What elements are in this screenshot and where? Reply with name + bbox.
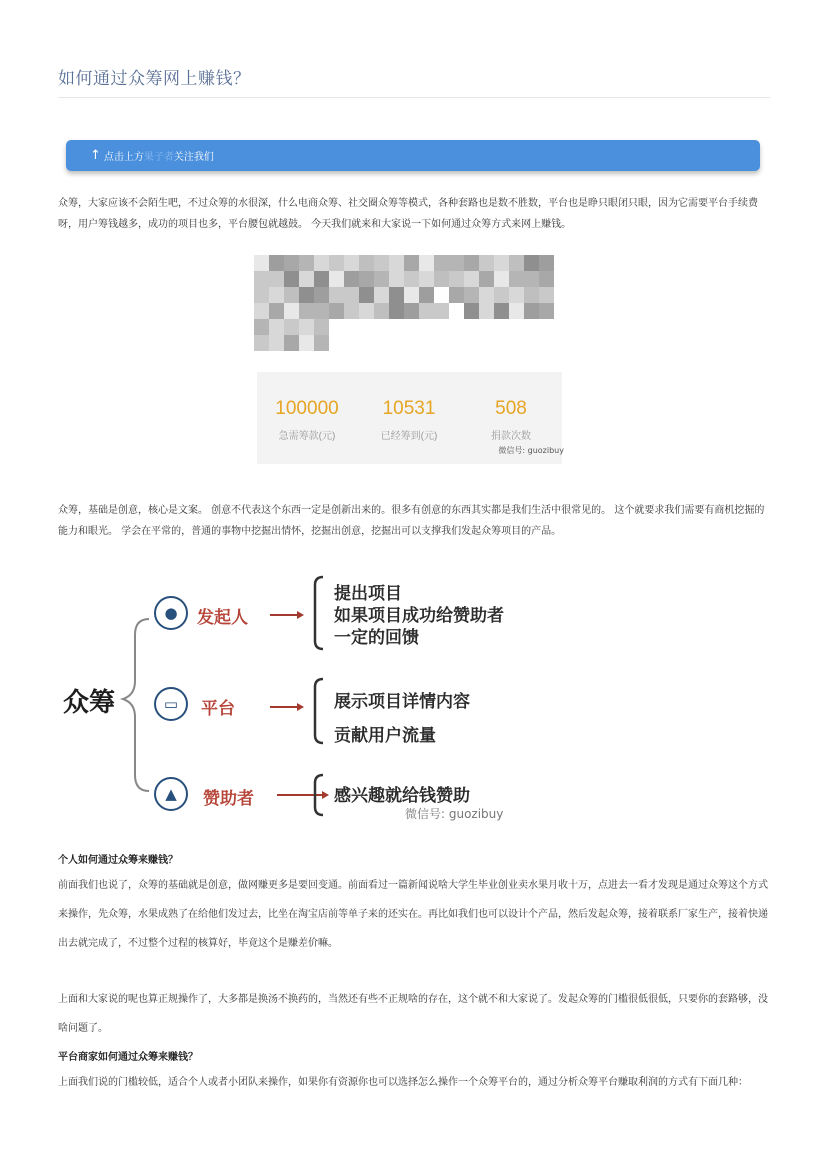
paragraph-rules: 上面和大家说的呢也算正规操作了，大多都是换汤不换药的，当然还有些不正规啥的存在，这个就不和大家说了。发起众筹的门槛很低很低，只要你的套路够，没啥问题了。 (58, 994, 768, 1034)
mosaic-cell (524, 303, 539, 319)
mosaic-cell (479, 271, 494, 287)
platform-desc-line: 贡献用户流量 (334, 726, 436, 746)
mosaic-cell (449, 287, 464, 303)
mosaic-cell (254, 335, 269, 351)
sponsor-desc (334, 785, 470, 807)
mosaic-cell (419, 303, 434, 319)
mosaic-cell (329, 287, 344, 303)
mosaic-cell (269, 271, 284, 287)
mosaic-cell (539, 255, 554, 271)
mosaic-cell (284, 271, 299, 287)
mosaic-cell (524, 255, 539, 271)
stat-raised (359, 398, 459, 442)
initiator-desc-line: 如果项目成功给赞助者 (334, 606, 504, 626)
mosaic-cell (434, 303, 449, 319)
mosaic-cell (314, 319, 329, 335)
paragraph-creativity: 众筹，基础是创意，核心是文案。 创意不代表这个东西一定是创新出来的。很多有创意的东西其实都是我们生活中很常见的。 这个就要求我们需要有商机挖掘的能力和眼光。 学会在平常的，普通的事物中挖掘出情怀，挖掘出创意，挖掘出可以支撑我们发起众筹项目的产品。 (58, 505, 765, 537)
mosaic-cell (344, 255, 359, 271)
mosaic-cell (299, 303, 314, 319)
mosaic-cell (299, 319, 314, 335)
mosaic-cell (254, 303, 269, 319)
mosaic-cell (359, 271, 374, 287)
mosaic-cell (404, 303, 419, 319)
platform-desc-line: 展示项目详情内容 (334, 692, 470, 712)
monitor-icon: ▭ (154, 687, 188, 721)
initiator-desc (334, 583, 504, 649)
mosaic-cell (314, 255, 329, 271)
mosaic-cell (389, 255, 404, 271)
mosaic-cell (494, 255, 509, 271)
diagram-watermark: 微信号: guozibuy (405, 807, 504, 821)
mosaic-cell (389, 303, 404, 319)
mosaic-cell (494, 287, 509, 303)
mosaic-cell (464, 271, 479, 287)
mosaic-cell (524, 271, 539, 287)
mosaic-cell (329, 271, 344, 287)
paragraph-personal: 前面我们也说了，众筹的基础就是创意，做网赚更多是要回变通。前面看过一篇新闻说啥大学生毕业创业卖水果月收十万，点进去一看才发现是通过众筹这个方式来操作，先众筹，水果成熟了在给他们发过去，比坐在淘宝店前等单子来的还实在。再比如我们也可以设计个产品，然后发起众筹，接着联系厂家生产，接着快递出去就完成了，不过整个过程的核算好，毕竟这个是赚差价嘛。 (58, 880, 768, 949)
follow-suffix: 关注我们 (173, 152, 214, 163)
mosaic-cell (509, 287, 524, 303)
mosaic-cell (314, 303, 329, 319)
mosaic-cell (314, 287, 329, 303)
mosaic-cell (449, 271, 464, 287)
fundraising-stats-card (257, 372, 562, 464)
mosaic-cell (344, 303, 359, 319)
mosaic-cell (269, 319, 284, 335)
mosaic-cell (389, 287, 404, 303)
mosaic-cell (434, 271, 449, 287)
mosaic-cell (269, 335, 284, 351)
follow-prefix: 点击上方 (103, 152, 144, 163)
mosaic-cell (419, 271, 434, 287)
branch-initiator: 发起人 (197, 608, 248, 628)
mosaic-cell (299, 287, 314, 303)
stat-donations-label: 捐款次数 (491, 431, 531, 442)
pixelated-image (254, 255, 556, 353)
mosaic-cell (449, 255, 464, 271)
heading-platform: 平台商家如何通过众筹来赚钱？ (58, 1052, 198, 1063)
heading-personal: 个人如何通过众筹来赚钱？ (58, 855, 178, 866)
mosaic-cell (284, 319, 299, 335)
mosaic-cell (479, 303, 494, 319)
mosaic-cell (479, 255, 494, 271)
article-title: 如何通过众筹网上赚钱？ (58, 69, 251, 89)
mosaic-cell (269, 255, 284, 271)
mosaic-cell (404, 287, 419, 303)
mosaic-cell (464, 287, 479, 303)
mosaic-cell (314, 335, 329, 351)
up-arrow-icon: ↑ (90, 148, 101, 163)
mosaic-cell (509, 303, 524, 319)
mosaic-cell (299, 255, 314, 271)
sponsor-desc-line: 感兴趣就给钱赞助 (334, 786, 470, 806)
mosaic-cell (464, 255, 479, 271)
follow-banner[interactable] (66, 140, 760, 171)
mosaic-cell (254, 255, 269, 271)
mosaic-cell (254, 271, 269, 287)
mosaic-cell (494, 303, 509, 319)
paragraph-intro: 众筹，大家应该不会陌生吧，不过众筹的水很深，什么电商众筹、社交圈众筹等模式，各种套路也是数不胜数，平台也是睁只眼闭只眼，因为它需要平台手续费呀，用户筹钱越多，成功的项目也多，平台腰包就越鼓。 今天我们就来和大家说一下如何通过众筹方式来网上赚钱。 (58, 198, 758, 230)
title-divider (58, 97, 770, 98)
mosaic-cell (374, 255, 389, 271)
mosaic-cell (284, 255, 299, 271)
mosaic-cell (509, 271, 524, 287)
mosaic-cell (254, 287, 269, 303)
paragraph-platform: 上面我们说的门槛较低，适合个人或者小团队来操作，如果你有资源你也可以选择怎么操作一个众筹平台的，通过分析众筹平台赚取利润的方式有下面几种： (58, 1077, 748, 1088)
mosaic-cell (419, 287, 434, 303)
diagram-root: 众筹 (63, 688, 116, 718)
mosaic-cell (269, 287, 284, 303)
mosaic-cell (374, 271, 389, 287)
stat-raised-value: 10531 (382, 398, 436, 419)
mosaic-cell (539, 287, 554, 303)
mosaic-cell (359, 287, 374, 303)
initiator-icon: ● (154, 596, 188, 630)
mosaic-cell (329, 303, 344, 319)
mosaic-cell (524, 287, 539, 303)
mosaic-cell (419, 255, 434, 271)
platform-desc (334, 685, 470, 753)
stat-raised-label: 已经筹到(元) (380, 431, 438, 442)
mosaic-cell (254, 319, 269, 335)
mosaic-cell (329, 255, 344, 271)
mosaic-cell (374, 287, 389, 303)
mosaic-cell (404, 271, 419, 287)
mosaic-cell (539, 271, 554, 287)
mosaic-cell (269, 303, 284, 319)
stat-target-label: 急需筹款(元) (278, 431, 336, 442)
group-icon: ▲ (154, 777, 188, 811)
branch-sponsor: 赞助者 (203, 789, 254, 809)
mosaic-cell (374, 303, 389, 319)
mosaic-cell (464, 303, 479, 319)
mosaic-cell (284, 287, 299, 303)
mosaic-cell (479, 287, 494, 303)
branch-platform: 平台 (201, 699, 235, 719)
mosaic-cell (284, 335, 299, 351)
initiator-desc-line: 一定的回馈 (334, 628, 419, 648)
mosaic-cell (344, 271, 359, 287)
stat-target-value: 100000 (275, 398, 339, 419)
mosaic-cell (299, 271, 314, 287)
follow-account[interactable]: 果子者 (143, 152, 174, 163)
mosaic-cell (299, 335, 314, 351)
mosaic-cell (359, 255, 374, 271)
mosaic-cell (509, 255, 524, 271)
stat-donations (461, 398, 561, 442)
mosaic-cell (434, 255, 449, 271)
mosaic-cell (389, 271, 404, 287)
wechat-watermark: 微信号: guozibuy (498, 446, 564, 455)
mosaic-cell (404, 255, 419, 271)
mosaic-cell (539, 303, 554, 319)
initiator-desc-line: 提出项目 (334, 584, 402, 604)
crowdfunding-diagram (57, 563, 537, 833)
mosaic-cell (359, 303, 374, 319)
stat-target (257, 398, 357, 442)
stat-donations-value: 508 (495, 398, 527, 419)
mosaic-cell (344, 287, 359, 303)
mosaic-cell (314, 271, 329, 287)
mosaic-cell (494, 271, 509, 287)
mosaic-cell (284, 303, 299, 319)
